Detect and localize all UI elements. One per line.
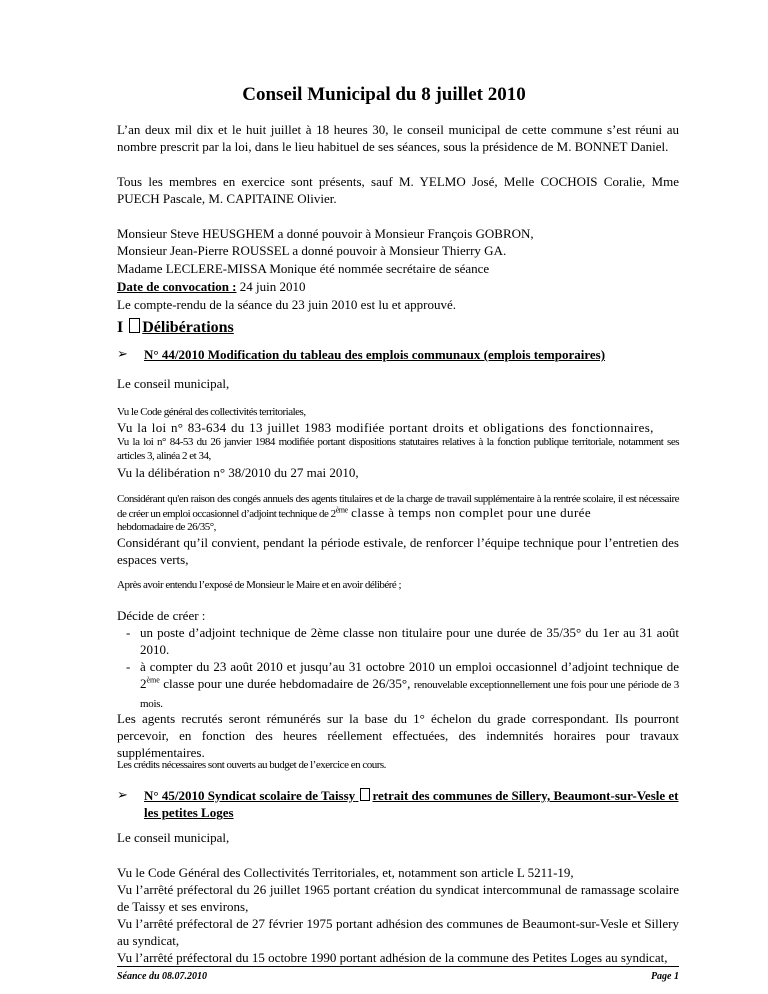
vu-arrete-1990: Vu l’arrêté préfectoral du 15 octobre 1990 portant adhésion de la commune des Petites Loges au syndicat, [117,950,668,965]
vu-arrete-1975: Vu l’arrêté préfectoral de 27 février 1975 portant adhésion des communes de Beaumont-sur-Vesle et Sillery au syndicat, [117,916,679,948]
vu-cgct: Vu le Code général des collectivités territoriales, [117,406,306,418]
missing-glyph-box-icon [129,318,140,333]
section-number: I [117,319,124,336]
proxy-line-2: Monsieur Jean-Pierre ROUSSEL a donné pouvoir à Monsieur Thierry GA. [117,243,507,258]
remuneration-paragraph: Les agents recrutés seront rémunérés sur la base du 1° échelon du grade correspondant. Ils pourront percevoir, en fonction des heures réellement effectuées, des indemnités horaires pour travaux supplémentaires. [117,711,679,760]
item-2-sup: ème [146,675,160,685]
footer-session-date: Séance du 08.07.2010 [117,971,207,982]
vu-loi-84-53: Vu la loi n° 84-53 du 26 janvier 1984 modifiée portant dispositions statutaires relatives à la fonction publique territoriale, notamment ses articles 3, alinéa 2 et 34, [117,436,679,462]
dash-bullet: - [126,625,131,640]
arrow-bullet-icon: ➢ [117,787,128,802]
proxy-line-1: Monsieur Steve HEUSGHEM a donné pouvoir à Monsieur François GOBRON, [117,226,534,241]
section-heading [117,318,234,337]
intro-paragraph: L’an deux mil dix et le huit juillet à 18 heures 30, le conseil municipal de cette commune s’est réuni au nombre prescrit par la loi, dans le lieu habituel de ses séances, sous la présidence de M. BONNET Daniel. [117,122,679,154]
considerant-1-tail: classe à temps non complet pour une durée [347,505,592,520]
considerant-1 [117,492,679,521]
deliberation-45-heading [144,787,679,821]
approval-line: Le compte-rendu de la séance du 23 juin 2010 est lu et approuvé. [117,297,456,312]
considerant-1-sup: ème [335,505,348,515]
deliberation-45-council: Le conseil municipal, [117,830,230,845]
decide-line: Décide de créer : [117,608,206,623]
vu-cgct-l5211: Vu le Code Général des Collectivités Territoriales, et, notamment son article L 5211-19, [117,865,574,880]
footer-rule [117,966,679,967]
vu-arrete-1965: Vu l’arrêté préfectoral du 26 juillet 1965 portant création du syndicat intercommunal de ramassage scolaire de Taissy et ses environs, [117,882,679,914]
item-2-text-b: classe pour une durée hebdomadaire de 26/35°, [159,676,414,691]
proxy-list [117,225,679,259]
considerant-1-end: hebdomadaire de 26/35°, [117,521,216,533]
item-2-text [140,658,679,713]
considerant-2: Considérant qu’il convient, pendant la période estivale, de renforcer l’équipe technique pour l’entretien des espaces verts, [117,535,679,567]
deliberation-44-heading: N° 44/2010 Modification du tableau des emplois communaux (emplois temporaires) [144,347,606,362]
deliberation-45-heading-a: N° 45/2010 Syndicat scolaire de Taissy [144,788,356,803]
convocation-date: 24 juin 2010 [236,279,306,294]
credits-line: Les crédits nécessaires sont ouverts au budget de l’exercice en cours. [117,759,386,771]
convocation-label: Date de convocation : [117,279,237,294]
attendance-paragraph: Tous les membres en exercice sont présents, sauf M. YELMO José, Melle COCHOIS Coralie, Mme PUECH Pascale, M. CAPITAINE Olivier. [117,174,679,206]
considerant-1-text: Considérant qu'en raison des congés annuels des agents titulaires et de la charge de travail supplémentaire à la rentrée scolaire, il est nécessaire de créer un emploi occasionnel d’adjoint technique de 2 [117,493,679,520]
dash-bullet: - [126,659,131,674]
after-expose-line: Après avoir entendu l’exposé de Monsieur le Maire et en avoir délibéré ; [117,579,402,591]
convocation-line [117,278,679,295]
footer [0,966,768,994]
deliberation-45-heading-b: retrait des communes de Sillery, Beaumont-sur-Vesle et les petites Loges [144,788,679,820]
section-title: Délibérations [142,319,234,336]
vu-deliberation-38: Vu la délibération n° 38/2010 du 27 mai 2010, [117,465,359,480]
page-title: Conseil Municipal du 8 juillet 2010 [242,84,526,105]
arrow-bullet-icon: ➢ [117,346,128,361]
item-2-text-a: à compter du 23 août 2010 et jusqu’au 31 octobre 2010 un emploi occasionnel d’adjoint technique de 2 [140,659,679,691]
item-1-text: un poste d’adjoint technique de 2ème classe non titulaire pour une durée de 35/35° du 1er au 31 août 2010. [140,625,679,657]
vu-loi-83-634: Vu la loi n° 83-634 du 13 juillet 1983 modifiée portant droits et obligations des fonctionnaires, [117,420,654,435]
footer-page-number: Page 1 [650,971,679,982]
item-2-text-c: renouvelable exceptionnellement une fois pour une période de 3 mois. [140,679,679,710]
list-item [126,624,679,658]
deliberation-44-council: Le conseil municipal, [117,376,230,391]
secretary-line: Madame LECLERE-MISSA Monique été nommée secrétaire de séance [117,261,490,276]
missing-glyph-box-icon [360,788,370,801]
list-item [126,658,679,713]
